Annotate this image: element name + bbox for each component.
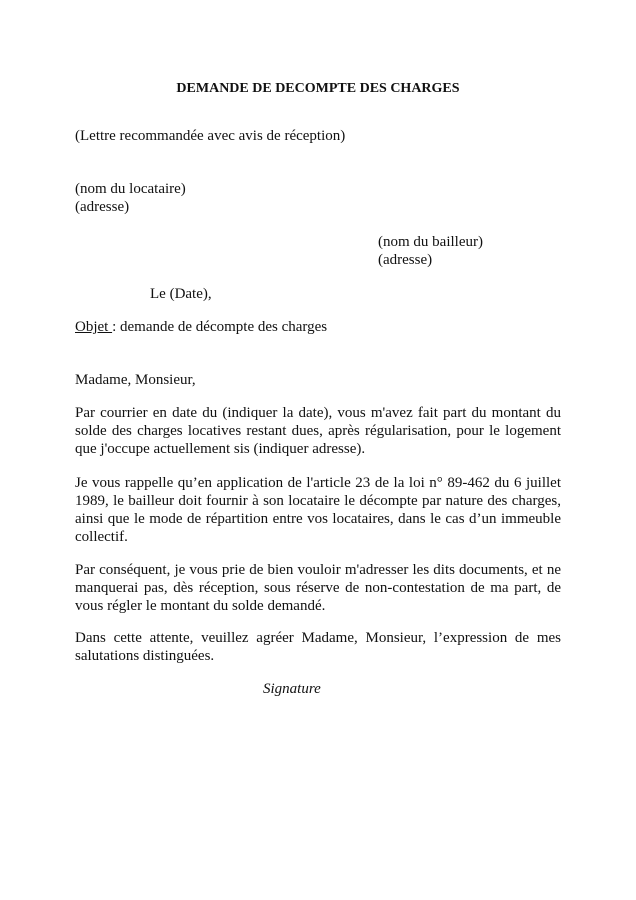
paragraph-1: Par courrier en date du (indiquer la date), vous m'avez fait part du montant du solde des charges locatives restant dues, après régularisation, pour le logement que j'occupe actuellement sis (indiquer adresse). [75,405,561,457]
recipient-block [378,233,483,269]
salutation: Madame, Monsieur, [75,372,196,388]
document-title: DEMANDE DE DECOMPTE DES CHARGES [176,81,460,96]
paragraph-2: Je vous rappelle qu’en application de l'article 23 de la loi n° 89-462 du 6 juillet 1989, le bailleur doit fournir à son locataire le décompte par nature des charges, ainsi que le mode de répartition entre vos locataires, dans le cas d’un immeuble collectif. [75,475,561,545]
sender-address: (adresse) [75,199,130,215]
sender-block [75,180,186,216]
subject-text: : demande de décompte des charges [112,319,328,335]
signature: Signature [263,681,321,697]
recipient-name: (nom du bailleur) [378,234,483,250]
paragraph-4: Dans cette attente, veuillez agréer Madame, Monsieur, l’expression de mes salutations distinguées. [75,630,561,664]
sender-name: (nom du locataire) [75,181,186,197]
mail-note: (Lettre recommandée avec avis de réception) [75,128,346,144]
date-line: Le (Date), [150,286,212,302]
recipient-address: (adresse) [378,252,433,268]
paragraph-3: Par conséquent, je vous prie de bien vouloir m'adresser les dits documents, et ne manquerai pas, dès réception, sous réserve de non-contestation de ma part, de vous régler le montant du solde demandé. [75,562,561,614]
subject-label: Objet [75,319,113,335]
subject-line [75,318,327,336]
